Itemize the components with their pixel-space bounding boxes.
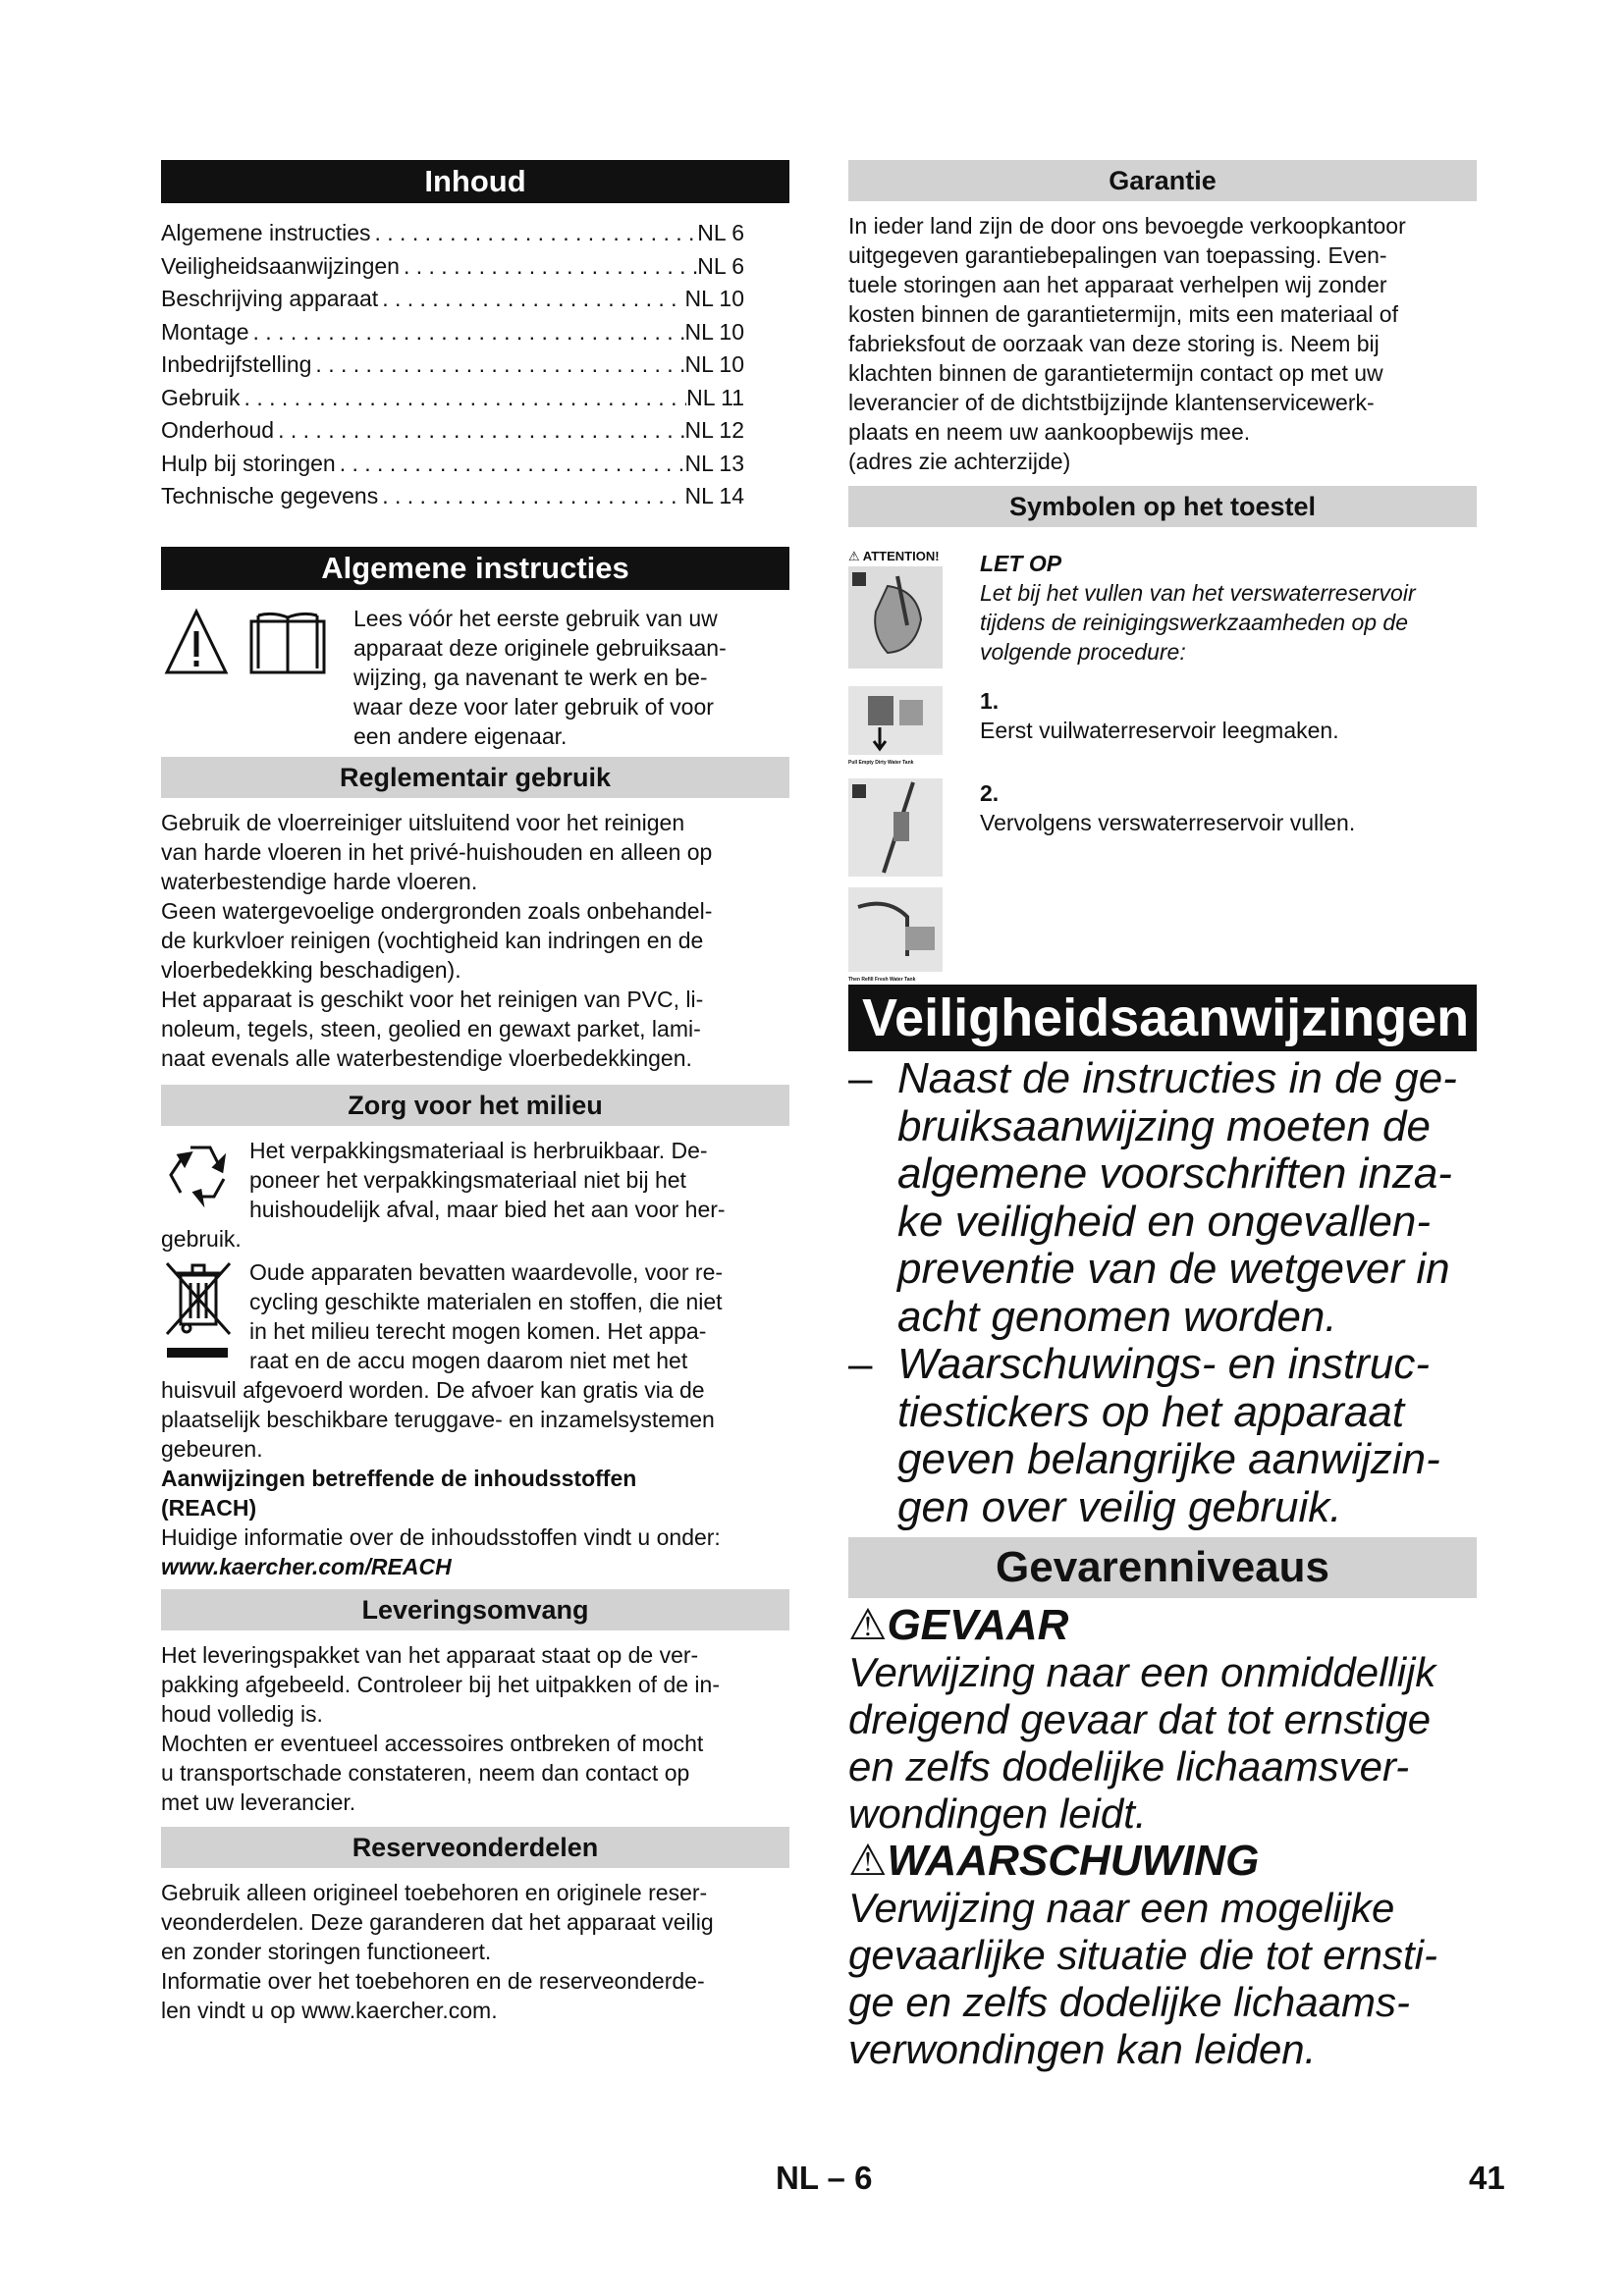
- toc-entry[interactable]: Technische gegevens . . . NL 14: [161, 480, 744, 513]
- toc-heading: Inhoud: [161, 160, 789, 203]
- warning-icon: ⚠: [848, 1601, 888, 1649]
- empty-tank-icon: [848, 686, 943, 755]
- symbol-step-2: Then Refill Fresh Water Tank 2. Vervolgens verswaterreservoir vullen.: [848, 780, 1356, 983]
- toc-entry[interactable]: Onderhoud . . . NL 12: [161, 414, 744, 448]
- warning-icon: ⚠: [848, 1837, 888, 1885]
- delivery-text: Het leveringspakket van het apparaat staat op de ver- pakking afgebeeld. Controleer bij het uitpakken of de in- houd volledig is. Mochten er eventueel accessoires ontbreken of mocht u transportschade constateren, neem dan contact op met uw leverancier.: [161, 1641, 720, 1815]
- list-item: – Waarschuwings- en instruc- tiestickers op het apparaat geven belangrijke aanwijzin- gen over veilig gebruik.: [848, 1340, 1440, 1531]
- symbols-heading: Symbolen op het toestel: [848, 486, 1477, 527]
- general-heading: Algemene instructies: [161, 547, 789, 590]
- spare-parts-text: Gebruik alleen origineel toebehoren en originele reser- veonderdelen. Deze garanderen dat het apparaat veilig en zonder storingen functioneert. Informatie over het toebehoren en de reserveonderde- len vindt u op www.kaercher.com.: [161, 1879, 714, 2023]
- toc-entry[interactable]: Gebruik . . . NL 11: [161, 382, 744, 415]
- tank-drawing-icon: [848, 566, 943, 668]
- toc-entry[interactable]: Algemene instructies . . . NL 6: [161, 217, 744, 250]
- list-item: – Naast de instructies in de ge- bruiksaanwijzing moeten de algemene voorschriften inza- ke veiligheid en ongevallen- preventie van de wetgever in acht genomen worden.: [848, 1054, 1457, 1341]
- regulatory-text: Gebruik de vloerreiniger uitsluitend voor het reinigen van harde vloeren in het privé-huishouden en alleen op waterbestendige harde vloeren. Geen watergevoelige ondergronden zoals onbehandel- de kurkvloer reinigen (vochtigheid kan indringen en de vloerbedekking beschadigen). Het apparaat is geschikt voor het reinigen van PVC, li- noleum, tegels, steen, geolied en gewaxt parket, lami- naat evenals alle waterbestendige vloerbedekkingen.: [161, 809, 713, 1071]
- toc-entry[interactable]: Beschrijving apparaat . . . NL 10: [161, 283, 744, 316]
- warranty-text: In ieder land zijn de door ons bevoegde verkoopkantoor uitgegeven garantiebepalingen van toepassing. Even- tuele storingen aan het apparaat verhelpen wij zonder kosten binnen de garantietermijn, mits een materiaal of fabrieksfout de oorzaak van deze storing is. Neem bij klachten binnen de garantietermijn contact op met uw leverancier of de dichtstbijzijnde klantenservicewerk- plaats en neem uw aankoopbewijs mee. (adres zie achterzijde): [848, 213, 1406, 474]
- symbol-step-1: Pull Empty Dirty Water Tank 1. Eerst vuilwaterreservoir leegmaken.: [848, 688, 1339, 766]
- right-column: [848, 160, 1477, 2073]
- footer-section-label: NL – 6: [776, 2160, 873, 2196]
- spare-parts-heading: Reserveonderdelen: [161, 1827, 789, 1868]
- general-instructions: Lees vóór het eerste gebruik van uw apparaat deze originele gebruiksaan- wijzing, ga navenant te werk en be- waar deze voor later gebruik of voor een andere eigenaar.: [161, 604, 789, 751]
- hazard-levels-heading: Gevarenniveaus: [848, 1537, 1477, 1598]
- warranty-heading: Garantie: [848, 160, 1477, 201]
- environment-heading: Zorg voor het milieu: [161, 1085, 789, 1126]
- delivery-heading: Leveringsomvang: [161, 1589, 789, 1630]
- regulatory-heading: Reglementair gebruik: [161, 757, 789, 798]
- crossed-bin-icon: [161, 1257, 240, 1365]
- recycle-icon: [161, 1136, 240, 1214]
- safety-list: [848, 1055, 1477, 1531]
- safety-heading: Veiligheidsaanwijzingen: [848, 985, 1477, 1051]
- reach-title: Aanwijzingen betreffende de inhoudsstoffen: [161, 1465, 637, 1491]
- symbol-attention: ⚠ ATTENTION! LET OP Let bij het vullen van het verswaterreservoir tijdens de reinigingswerkzaamheden op de volgende procedure:: [848, 549, 1477, 686]
- warning-title: ⚠WAARSCHUWING: [848, 1837, 1260, 1885]
- warning-icon: ⚠: [848, 549, 860, 563]
- toc-entry[interactable]: Hulp bij storingen . . . NL 13: [161, 448, 744, 481]
- page-number: 41: [1469, 2160, 1505, 2196]
- fill-tank-icon: [848, 778, 943, 877]
- reach-link[interactable]: www.kaercher.com/REACH: [161, 1553, 452, 1579]
- recycle-paragraph: Het verpakkingsmateriaal is herbruikbaar. De- poneer het verpakkingsmateriaal niet bij het huishoudelijk afval, maar bied het aan voor her-: [161, 1136, 789, 1224]
- table-of-contents: [161, 217, 789, 513]
- refill-tank-icon: [848, 887, 943, 972]
- toc-entry[interactable]: Inbedrijfstelling . . . NL 10: [161, 348, 744, 382]
- warning-text: Verwijzing naar een mogelijke gevaarlijke situatie die tot ernsti- ge en zelfs dodelijke lichaams- verwondingen kan leiden.: [848, 1885, 1437, 2072]
- weee-paragraph: Oude apparaten bevatten waardevolle, voor re- cycling geschikte materialen en stoffen, die niet in het milieu terecht mogen komen. Het appa- raat en de accu mogen daarom niet met het: [161, 1257, 789, 1375]
- danger-title: ⚠GEVAAR: [848, 1601, 1069, 1649]
- danger-text: Verwijzing naar een onmiddellijk dreigend gevaar dat tot ernstige en zelfs dodelijke lichaamsver- wondingen leidt.: [848, 1649, 1436, 1837]
- left-column: Inhoud Algemene instructies . . . NL 6 Veiligheidsaanwijzingen . . . NL 6 Beschrijving apparaat . . . NL 10 Montage . . . NL 10 Inbedrijfstelling . . . NL 10 Gebruik . . . NL 11 Onderhoud . . . NL 12 Hulp bij storingen . . . NL 13 Technische gegevens . . . NL 14 Algemene instructies Lees vóór het eerste gebruik van uw apparaat deze originele gebruiksaan- wijzing, ga navenant te werk en be- waar deze voor later gebruik of voor een andere eigenaar. Reglementair gebruik Gebruik de vloerreiniger uitsluitend voor het reinigen van harde vloeren in het privé-huishouden en alleen op waterbestendige harde vloeren. Geen watergevoelige ondergronden zoals onbehandel- de kurkvloer reinigen (vochtigheid kan indringen en de vloerbedekking beschadigen). Het apparaat is geschikt voor het reinigen van PVC, li- noleum, tegels, steen, geolied en gewaxt parket, lami- naat evenals alle waterbestendige vloerbedekkingen. Zorg voor het milieu Het verpakkingsmateriaal is herbruikbaar. De- poneer het verpakkingsmateriaal niet bij het huishoudelijk afval, maar bied het aan voor her- gebruik. Oude apparaten bevatten waardevolle, voor re- cycling geschikte materialen en stoffen, die niet in het milieu terecht mogen komen. Het appa- raat en de accu mogen daarom niet met het huisvuil afgevoerd worden. De afvoer kan gratis via de plaatselijk beschikbare teruggave- en inzamelsystemen gebeuren. Aanwijzingen betreffende de inhoudsstoffen (REACH) Huidige informatie over de inhoudsstoffen vindt u onder: www.kaercher.com/REACH Leveringsomvang Het leveringspakket van het apparaat staat op de ver- pakking afgebeeld. Controleer bij het uitpakken of de in- houd volledig is. Mochten er eventueel accessoires ontbreken of mocht u transportschade constateren, neem dan contact op met uw leverancier. Reserveonderdelen Gebruik alleen origineel toebehoren en originele reser- veonderdelen. Deze garanderen dat het apparaat veilig en zonder storingen functioneert. Informatie over het toebehoren en de reserveonderde- len vindt u op www.kaercher.com.: [161, 160, 789, 2025]
- toc-entry[interactable]: Montage . . . NL 10: [161, 316, 744, 349]
- warning-manual-icon: [161, 604, 338, 682]
- toc-entry[interactable]: Veiligheidsaanwijzingen . . . NL 6: [161, 250, 744, 284]
